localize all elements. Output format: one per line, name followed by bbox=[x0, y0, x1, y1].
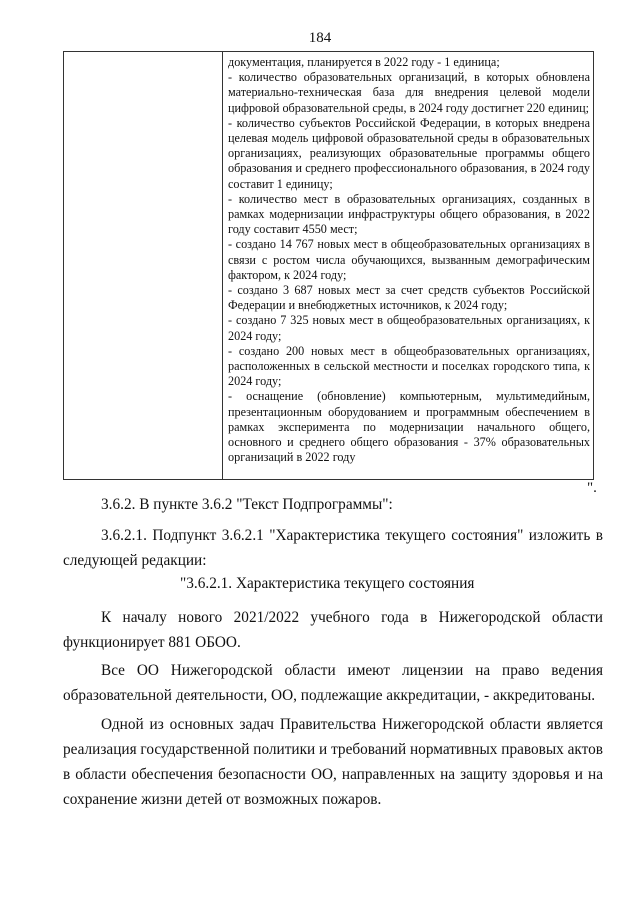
table-line: документация, планируется в 2022 году - 1 единица; bbox=[228, 55, 500, 69]
table-line: - создано 7 325 новых мест в общеобразовательных организациях, к 2024 году; bbox=[228, 313, 590, 343]
paragraph-3-6-2-1: 3.6.2.1. Подпункт 3.6.2.1 "Характеристика текущего состояния" изложить в следующей редакции: bbox=[63, 527, 603, 569]
table-column-divider bbox=[222, 52, 223, 479]
indicators-table bbox=[63, 51, 594, 480]
table-line: - создано 3 687 новых мест за счет средств субъектов Российской Федерации и внебюджетных источников, к 2024 году; bbox=[228, 283, 590, 313]
table-line: - количество образовательных организаций, в которых обновлена материально-техническая база для внедрения целевой модели цифровой образовательной среды, в 2024 году достигнет 220 единиц; bbox=[228, 70, 590, 115]
table-line: - создано 200 новых мест в общеобразовательных организациях, расположенных в сельской местности и поселках городского типа, к 2024 году; bbox=[228, 343, 590, 389]
paragraph-schools-count: К началу нового 2021/2022 учебного года в Нижегородской области функционирует 881 ОБОО. bbox=[63, 609, 603, 651]
paragraph-government-tasks: Одной из основных задач Правительства Нижегородской области является реализация государственной политики и требований нормативных правовых актов в области обеспечения безопасности ОО, направленных на защиту здоровья и на сохранение жизни детей от возможных пожаров. bbox=[63, 716, 603, 808]
section-title: "3.6.2.1. Характеристика текущего состояния bbox=[180, 575, 475, 592]
table-line: - количество субъектов Российской Федерации, в которых внедрена целевая модель цифровой образовательной среды в образовательных организациях, реализующих образовательные программы общего образования и среднего профессионального образования, в 2024 году составит 1 единицу; bbox=[228, 115, 590, 191]
table-line: - создано 14 767 новых мест в общеобразовательных организациях в связи с ростом числа обучающихся, вызванным демографическим фактором, к 2024 году; bbox=[228, 237, 590, 282]
paragraph-3-6-2: 3.6.2. В пункте 3.6.2 "Текст Подпрограммы": bbox=[101, 496, 393, 513]
table-cell-right bbox=[228, 55, 590, 465]
closing-quote: ". bbox=[587, 480, 597, 496]
table-line: - количество мест в образовательных организациях, созданных в рамках модернизации инфраструктуры общего образования, в 2022 году составит 4550 мест; bbox=[228, 191, 590, 237]
page-number: 184 bbox=[308, 30, 332, 46]
paragraph-licenses: Все ОО Нижегородской области имеют лицензии на право ведения образовательной деятельности, ОО, подлежащие аккредитации, - аккредитованы. bbox=[63, 662, 603, 704]
table-line: - оснащение (обновление) компьютерным, мультимедийным, презентационным оборудованием и программным обеспечением в рамках эксперимента по модернизации начального общего, основного и среднего общего образования - 37% образовательных организаций в 2022 году bbox=[228, 389, 590, 465]
